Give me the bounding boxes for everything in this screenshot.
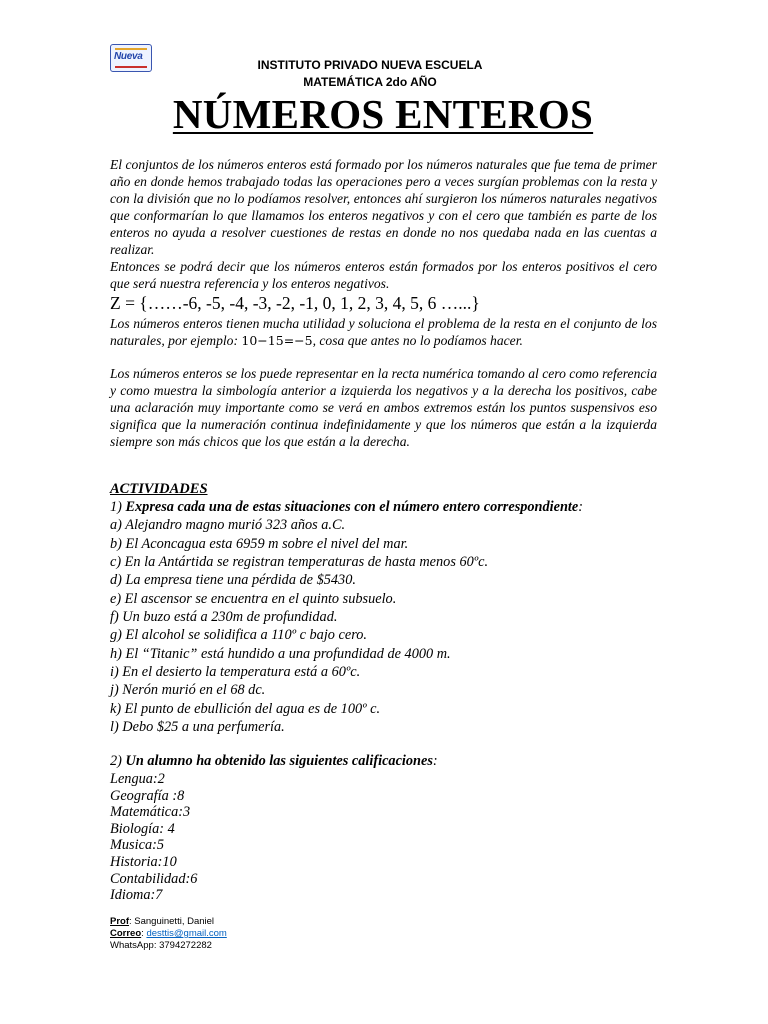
activity-item: c) En la Antártida se registran temperaturas de hasta menos 60ºc. xyxy=(110,554,489,570)
example-equation: 10−15=−5 xyxy=(241,333,313,348)
activity-item: a) Alejandro magno murió 323 años a.C. xyxy=(110,517,346,533)
question-1-colon: : xyxy=(578,499,584,515)
page-title: NÚMEROS ENTEROS xyxy=(172,91,594,137)
logo-stripe-top xyxy=(115,48,147,50)
question-2 xyxy=(110,753,438,770)
logo-text: Nueva xyxy=(114,51,143,62)
footer-contact xyxy=(110,916,227,952)
mail-label: Correo xyxy=(110,928,142,939)
email-link[interactable]: desttis@gmail.com xyxy=(146,928,227,939)
usefulness-text-end: , cosa que antes no lo podíamos hacer. xyxy=(312,333,523,348)
footer-phone: WhatsApp: 3794272282 xyxy=(110,940,212,951)
activity-item: k) El punto de ebullición del agua es de 100º c. xyxy=(110,701,381,717)
grade-item: Biología: 4 xyxy=(110,821,175,837)
footer-prof xyxy=(110,916,227,928)
activity-item: g) El alcohol se solidifica a 110º c bajo cero. xyxy=(110,627,367,643)
activity-item: d) La empresa tiene una pérdida de $5430. xyxy=(110,572,356,588)
question-2-number: 2) xyxy=(110,753,122,769)
grade-item: Idioma:7 xyxy=(110,887,163,903)
footer-mail xyxy=(110,928,227,940)
activity-item: f) Un buzo está a 230m de profundidad. xyxy=(110,609,338,625)
grade-item: Lengua:2 xyxy=(110,771,165,787)
prof-label: Prof xyxy=(110,916,129,927)
intro-paragraph: El conjuntos de los números enteros está formado por los números naturales que fue tema de primer año en donde hemos trabajado todas las operaciones pero a veces surgían problemas con la resta y con la división que no lo podíamos resolver, entonces ahí surgieron los números naturales negativos que conformarían lo que llamamos los enteros negativos y con el cero que también es parte de los enteros no ayuda a resolver cuestiones de restas en donde no nos quedaba nada en las cuentas a realizar. xyxy=(110,157,657,257)
usefulness-text: Los números enteros tienen mucha utilidad y soluciona el problema de la resta en el conjunto de los naturales, por ejemplo: xyxy=(110,316,657,348)
activity-item: l) Debo $25 a una perfumería. xyxy=(110,719,285,735)
question-1 xyxy=(110,499,583,516)
grade-item: Musica:5 xyxy=(110,837,164,853)
question-2-colon: : xyxy=(432,753,438,769)
activity-item: j) Nerón murió en el 68 dc. xyxy=(110,682,266,698)
question-1-number: 1) xyxy=(110,499,122,515)
integer-set-notation: Z = {……-6, -5, -4, -3, -2, -1, 0, 1, 2, 3, 4, 5, 6 …...} xyxy=(110,293,480,313)
institution-name: INSTITUTO PRIVADO NUEVA ESCUELA xyxy=(257,58,483,72)
grade-item: Historia:10 xyxy=(110,854,177,870)
grade-item: Geografía :8 xyxy=(110,788,185,804)
question-1-text: Expresa cada una de estas situaciones con el número entero correspondiente xyxy=(125,499,579,515)
question-2-text: Un alumno ha obtenido las siguientes calificaciones xyxy=(125,753,433,769)
prof-value: : Sanguinetti, Daniel xyxy=(129,916,215,927)
activity-item: i) En el desierto la temperatura está a 60ºc. xyxy=(110,664,361,680)
activity-item: h) El “Titanic” está hundido a una profundidad de 4000 m. xyxy=(110,646,451,662)
usefulness-paragraph xyxy=(110,315,657,349)
activity-item: e) El ascensor se encuentra en el quinto subsuelo. xyxy=(110,591,397,607)
definition-paragraph: Entonces se podrá decir que los números enteros están formados por los enteros positivos el cero que será nuestra referencia y los enteros negativos. xyxy=(110,259,657,291)
grade-item: Contabilidad:6 xyxy=(110,871,198,887)
mail-separator: : xyxy=(141,928,147,939)
activities-heading: ACTIVIDADES xyxy=(110,481,208,497)
course-name: MATEMÁTICA 2do AÑO xyxy=(303,75,437,89)
grade-item: Matemática:3 xyxy=(110,804,191,820)
number-line-paragraph: Los números enteros se los puede representar en la recta numérica tomando al cero como referencia y como muestra la simbología anterior a izquierda los negativos y a la derecha los positivos, cabe una aclaración muy importante como se verá en ambos extremos están los puntos suspensivos eso significa que la numeración continua indefinidamente y que los números que están a la izquierda siempre son más chicos que los que están a la derecha. xyxy=(110,366,657,449)
activity-item: b) El Aconcagua esta 6959 m sobre el nivel del mar. xyxy=(110,536,409,552)
